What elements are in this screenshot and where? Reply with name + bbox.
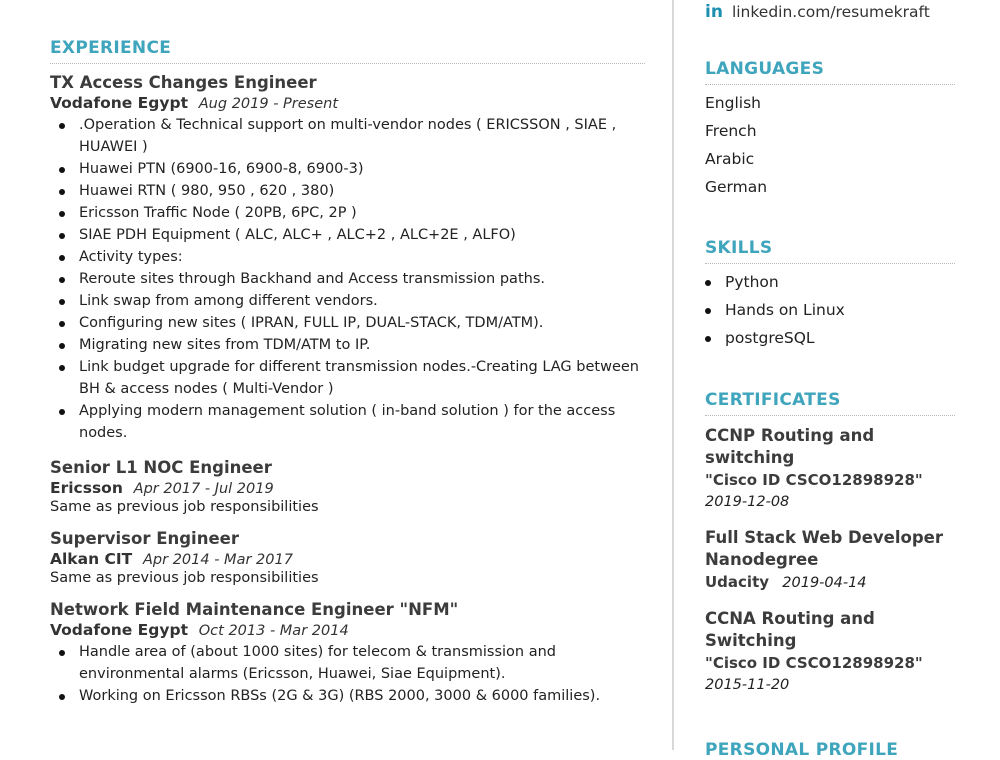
job-title: TX Access Changes Engineer xyxy=(50,73,317,92)
job-description: Same as previous job responsibilities xyxy=(50,570,319,586)
section-title-personal-profile: PERSONAL PROFILE xyxy=(705,740,899,760)
job-description: Same as previous job responsibilities xyxy=(50,499,319,515)
job-company: Ericsson xyxy=(50,479,123,497)
bullet-item: Link swap from among different vendors. xyxy=(79,290,645,312)
certificate-name: CCNA Routing and Switching xyxy=(705,609,875,650)
job-date: Oct 2013 - Mar 2014 xyxy=(198,623,349,639)
certificate-issuer: Udacity xyxy=(705,573,770,591)
job-meta xyxy=(50,621,645,639)
section-title-skills: SKILLS xyxy=(705,238,773,258)
job-bullets xyxy=(50,641,645,707)
language-item: German xyxy=(705,178,768,196)
certificate-date: 2015-11-20 xyxy=(705,677,790,693)
language-item: French xyxy=(705,122,757,140)
job-entry xyxy=(50,600,645,707)
cut-off-text-line xyxy=(50,0,530,5)
bullet-item: SIAE PDH Equipment ( ALC, ALC+ , ALC+2 , ALC+2E , ALFO) xyxy=(79,224,645,246)
bullet-item: .Operation & Technical support on multi-vendor nodes ( ERICSSON , SIAE , HUAWEI ) xyxy=(79,114,645,158)
certificate-date: 2019-04-14 xyxy=(782,575,867,591)
job-title: Senior L1 NOC Engineer xyxy=(50,458,272,477)
job-date: Apr 2014 - Mar 2017 xyxy=(143,552,293,568)
section-title-experience: EXPERIENCE xyxy=(50,38,172,58)
column-divider xyxy=(672,0,674,750)
certificate-issuer: "Cisco ID CSCO12898928" xyxy=(705,654,923,672)
certificate-entry xyxy=(705,527,955,594)
certificate-date: 2019-12-08 xyxy=(705,494,790,510)
experience-section xyxy=(50,38,645,707)
personal-profile-section xyxy=(705,740,955,760)
skills-list xyxy=(705,268,955,352)
linkedin-contact[interactable] xyxy=(705,2,930,22)
job-company: Vodafone Egypt xyxy=(50,621,188,639)
linkedin-icon: in xyxy=(705,2,723,22)
languages-section xyxy=(705,59,955,201)
job-meta xyxy=(50,550,645,568)
certificate-name: CCNP Routing and switching xyxy=(705,426,875,467)
skill-item: Python xyxy=(725,268,955,296)
bullet-item: Applying modern management solution ( in-band solution ) for the access nodes. xyxy=(79,400,645,444)
certificate-entry xyxy=(705,608,955,696)
bullet-item: Migrating new sites from TDM/ATM to IP. xyxy=(79,334,645,356)
certificate-name: Full Stack Web Developer Nanodegree xyxy=(705,528,943,569)
job-entry xyxy=(50,529,645,586)
section-rule xyxy=(50,63,645,64)
job-bullets xyxy=(50,114,645,444)
job-company: Alkan CIT xyxy=(50,550,133,568)
skill-item: postgreSQL xyxy=(725,324,955,352)
job-meta xyxy=(50,479,645,497)
certificate-entry xyxy=(705,425,955,513)
bullet-item: Configuring new sites ( IPRAN, FULL IP, DUAL-STACK, TDM/ATM). xyxy=(79,312,645,334)
section-rule xyxy=(705,263,955,264)
job-entry xyxy=(50,458,645,515)
linkedin-url[interactable]: linkedin.com/resumekraft xyxy=(731,3,930,21)
main-column xyxy=(50,38,645,707)
bullet-item: Huawei RTN ( 980, 950 , 620 , 380) xyxy=(79,180,645,202)
section-rule xyxy=(705,84,955,85)
section-rule xyxy=(705,415,955,416)
bullet-item: Handle area of (about 1000 sites) for telecom & transmission and environmental alarms (Ericsson, Huawei, Siae Equipment). xyxy=(79,641,645,685)
job-date: Apr 2017 - Jul 2019 xyxy=(133,481,274,497)
bullet-item: Huawei PTN (6900-16, 6900-8, 6900-3) xyxy=(79,158,645,180)
skills-section xyxy=(705,238,955,352)
bullet-item: Reroute sites through Backhand and Access transmission paths. xyxy=(79,268,645,290)
bullet-item: Link budget upgrade for different transmission nodes.-Creating LAG between BH & access nodes ( Multi-Vendor ) xyxy=(79,356,645,400)
bullet-item: Working on Ericsson RBSs (2G & 3G) (RBS 2000, 3000 & 6000 families). xyxy=(79,685,645,707)
certificate-issuer: "Cisco ID CSCO12898928" xyxy=(705,471,923,489)
language-item: Arabic xyxy=(705,150,755,168)
section-title-languages: LANGUAGES xyxy=(705,59,825,79)
skill-item: Hands on Linux xyxy=(725,296,955,324)
job-entry xyxy=(50,73,645,444)
job-title: Supervisor Engineer xyxy=(50,529,239,548)
job-company: Vodafone Egypt xyxy=(50,94,188,112)
job-date: Aug 2019 - Present xyxy=(198,96,339,112)
job-title: Network Field Maintenance Engineer "NFM" xyxy=(50,600,459,619)
language-item: English xyxy=(705,94,761,112)
job-meta xyxy=(50,94,645,112)
bullet-item: Activity types: xyxy=(79,246,645,268)
certificate-meta xyxy=(705,571,955,594)
certificates-section xyxy=(705,390,955,696)
section-title-certificates: CERTIFICATES xyxy=(705,390,841,410)
bullet-item: Ericsson Traffic Node ( 20PB, 6PC, 2P ) xyxy=(79,202,645,224)
